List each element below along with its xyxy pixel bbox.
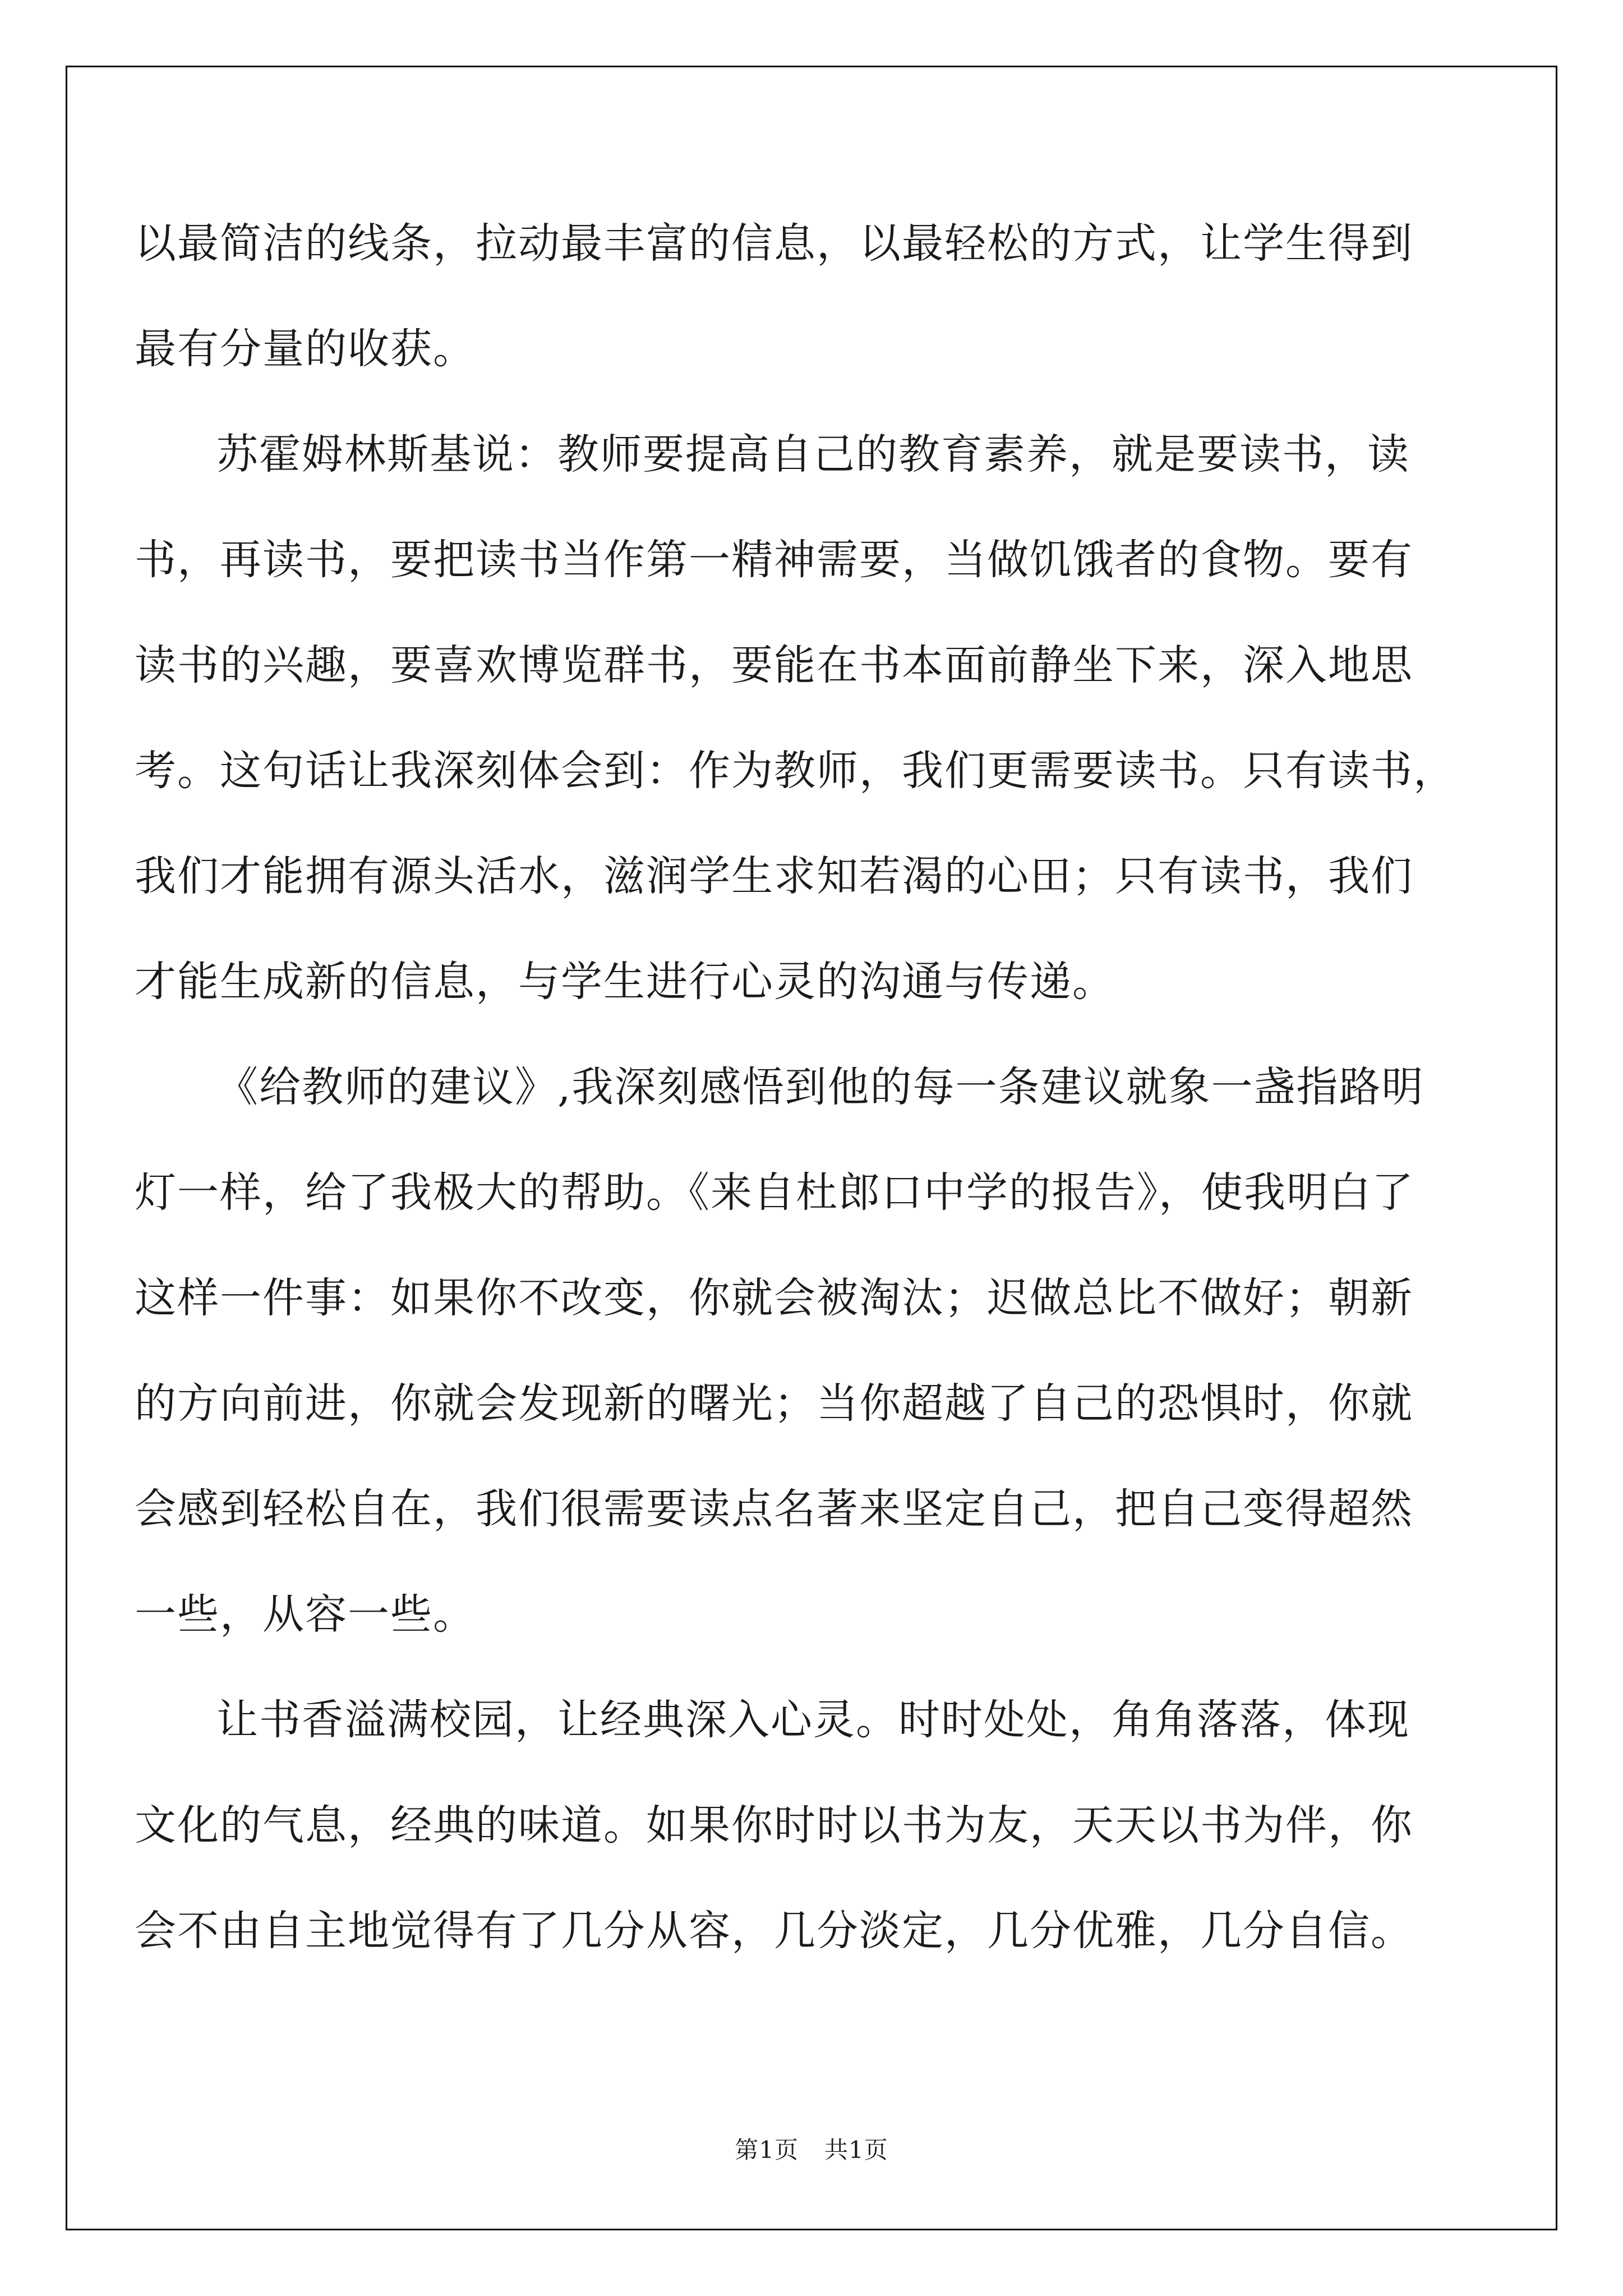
text-line: 让书香溢满校园，让经典深入心灵。时时处处，角角落落，体现: [216, 1696, 1410, 1744]
text-line: 会感到轻松自在，我们很需要读点名著来坚定自己，把自己变得超然: [135, 1485, 1413, 1533]
text-line: 以最简洁的线条，拉动最丰富的信息，以最轻松的方式，让学生得到: [135, 219, 1413, 268]
text-line: 才能生成新的信息，与学生进行心灵的沟通与传递。: [135, 958, 1115, 1006]
text-line: 这样一件事：如果你不改变，你就会被淘汰；迟做总比不做好；朝新: [135, 1274, 1413, 1322]
paragraph: [135, 1034, 1430, 1667]
text-line: 考。这句话让我深刻体会到：作为教师，我们更需要读书。只有读书，: [135, 747, 1456, 795]
text-line: 我们才能拥有源头活水，滋润学生求知若渴的心田；只有读书，我们: [135, 852, 1413, 900]
text-line: 读书的兴趣，要喜欢博览群书，要能在书本面前静坐下来，深入地思: [135, 641, 1413, 689]
text-line: 会不由自主地觉得有了几分从容，几分淡定，几分优雅，几分自信。: [135, 1907, 1413, 1955]
document-body: [135, 191, 1456, 1984]
text-line: 文化的气息，经典的味道。如果你时时以书为友，天天以书为伴，你: [135, 1801, 1413, 1849]
text-line: 书，再读书，要把读书当作第一精神需要，当做饥饿者的食物。要有: [135, 536, 1413, 584]
paragraph: [135, 1667, 1430, 1984]
text-line: 最有分量的收获。: [135, 325, 476, 373]
text-line: 《给教师的建议》,我深刻感悟到他的每一条建议就象一盏指路明: [216, 1063, 1424, 1111]
paragraph: [135, 402, 1456, 1034]
page-total: 共1页: [824, 2136, 888, 2164]
text-line: 灯一样，给了我极大的帮助。《来自杜郎口中学的报告》，使我明白了: [135, 1168, 1414, 1217]
paragraph: [135, 191, 1430, 402]
page-footer: [0, 2132, 1623, 2165]
text-line: 一些，从容一些。: [135, 1590, 476, 1639]
text-line: 的方向前进，你就会发现新的曙光；当你超越了自己的恐惧时，你就: [135, 1379, 1413, 1428]
page-number: 第1页: [735, 2136, 799, 2164]
text-line: 苏霍姆林斯基说：教师要提高自己的教育素养，就是要读书，读: [216, 430, 1410, 478]
